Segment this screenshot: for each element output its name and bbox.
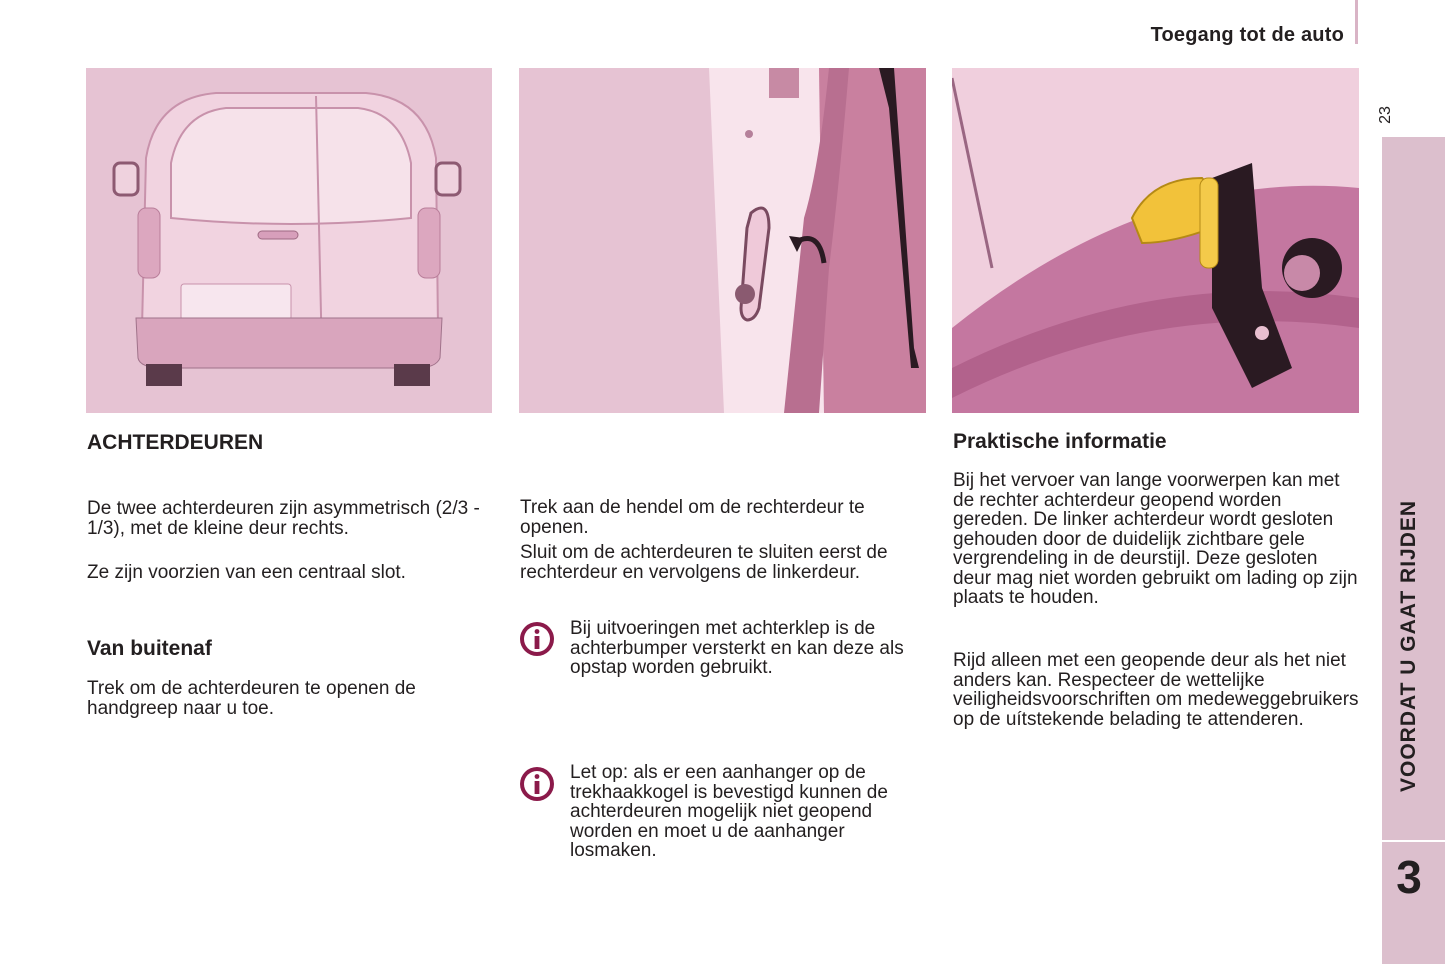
column2-paragraph-2: Sluit om de achterdeuren te sluiten eerst de rechterdeur en vervolgens de linkerdeur. xyxy=(520,542,888,583)
chapter-number: 3 xyxy=(1396,851,1422,903)
header-rule xyxy=(1355,0,1358,44)
page-number: 23 xyxy=(1377,106,1394,124)
info-icon xyxy=(519,766,555,802)
chapter-title: VOORDAT U GAAT RIJDEN xyxy=(1397,499,1420,792)
column2-paragraph-1: Trek aan de hendel om de rechterdeur te openen. xyxy=(520,497,865,538)
column1-paragraph-3: Trek om de achterdeuren te openen de handgreep naar u toe. xyxy=(87,678,416,719)
chapter-divider xyxy=(1382,840,1445,842)
door-latch-illustration xyxy=(952,68,1359,413)
column3-paragraph-1: Bij het vervoer van lange voorwerpen kan met de rechter achterdeur geopend worden gereden. De linker achterdeur wordt gesloten gehouden door de duidelijk zichtbare gele vergrendeling in de deurstijl. Deze gesloten deur mag niet worden gebruikt om lading op zijn plaats te houden. xyxy=(953,470,1358,608)
note-aanhanger: Let op: als er een aanhanger op de trekhaakkogel is bevestigd kunnen de achterdeuren mogelijk niet geopend worden en moet u de aanhanger losmaken. xyxy=(570,762,888,861)
door-handle-illustration xyxy=(519,68,926,413)
praktische-informatie-heading: Praktische informatie xyxy=(953,430,1167,453)
section-title: Toegang tot de auto xyxy=(1150,24,1344,46)
van-buitenaf-heading: Van buitenaf xyxy=(87,637,212,660)
van-rear-illustration xyxy=(86,68,492,413)
achterdeuren-heading: ACHTERDEUREN xyxy=(87,431,264,454)
column1-paragraph-2: Ze zijn voorzien van een centraal slot. xyxy=(87,562,406,583)
column3-paragraph-2: Rijd alleen met een geopende deur als het niet anders kan. Respecteer de wettelijke veiligheidsvoorschriften om medeweggebruikers op de uítstekende belading te attenderen. xyxy=(953,650,1359,730)
column1-paragraph-1: De twee achterdeuren zijn asymmetrisch (2/3 - 1/3), met de kleine deur rechts. xyxy=(87,498,480,539)
info-icon xyxy=(519,621,555,657)
note-achterklep: Bij uitvoeringen met achterklep is de achterbumper versterkt en kan deze als opstap worden gebruikt. xyxy=(570,618,904,678)
